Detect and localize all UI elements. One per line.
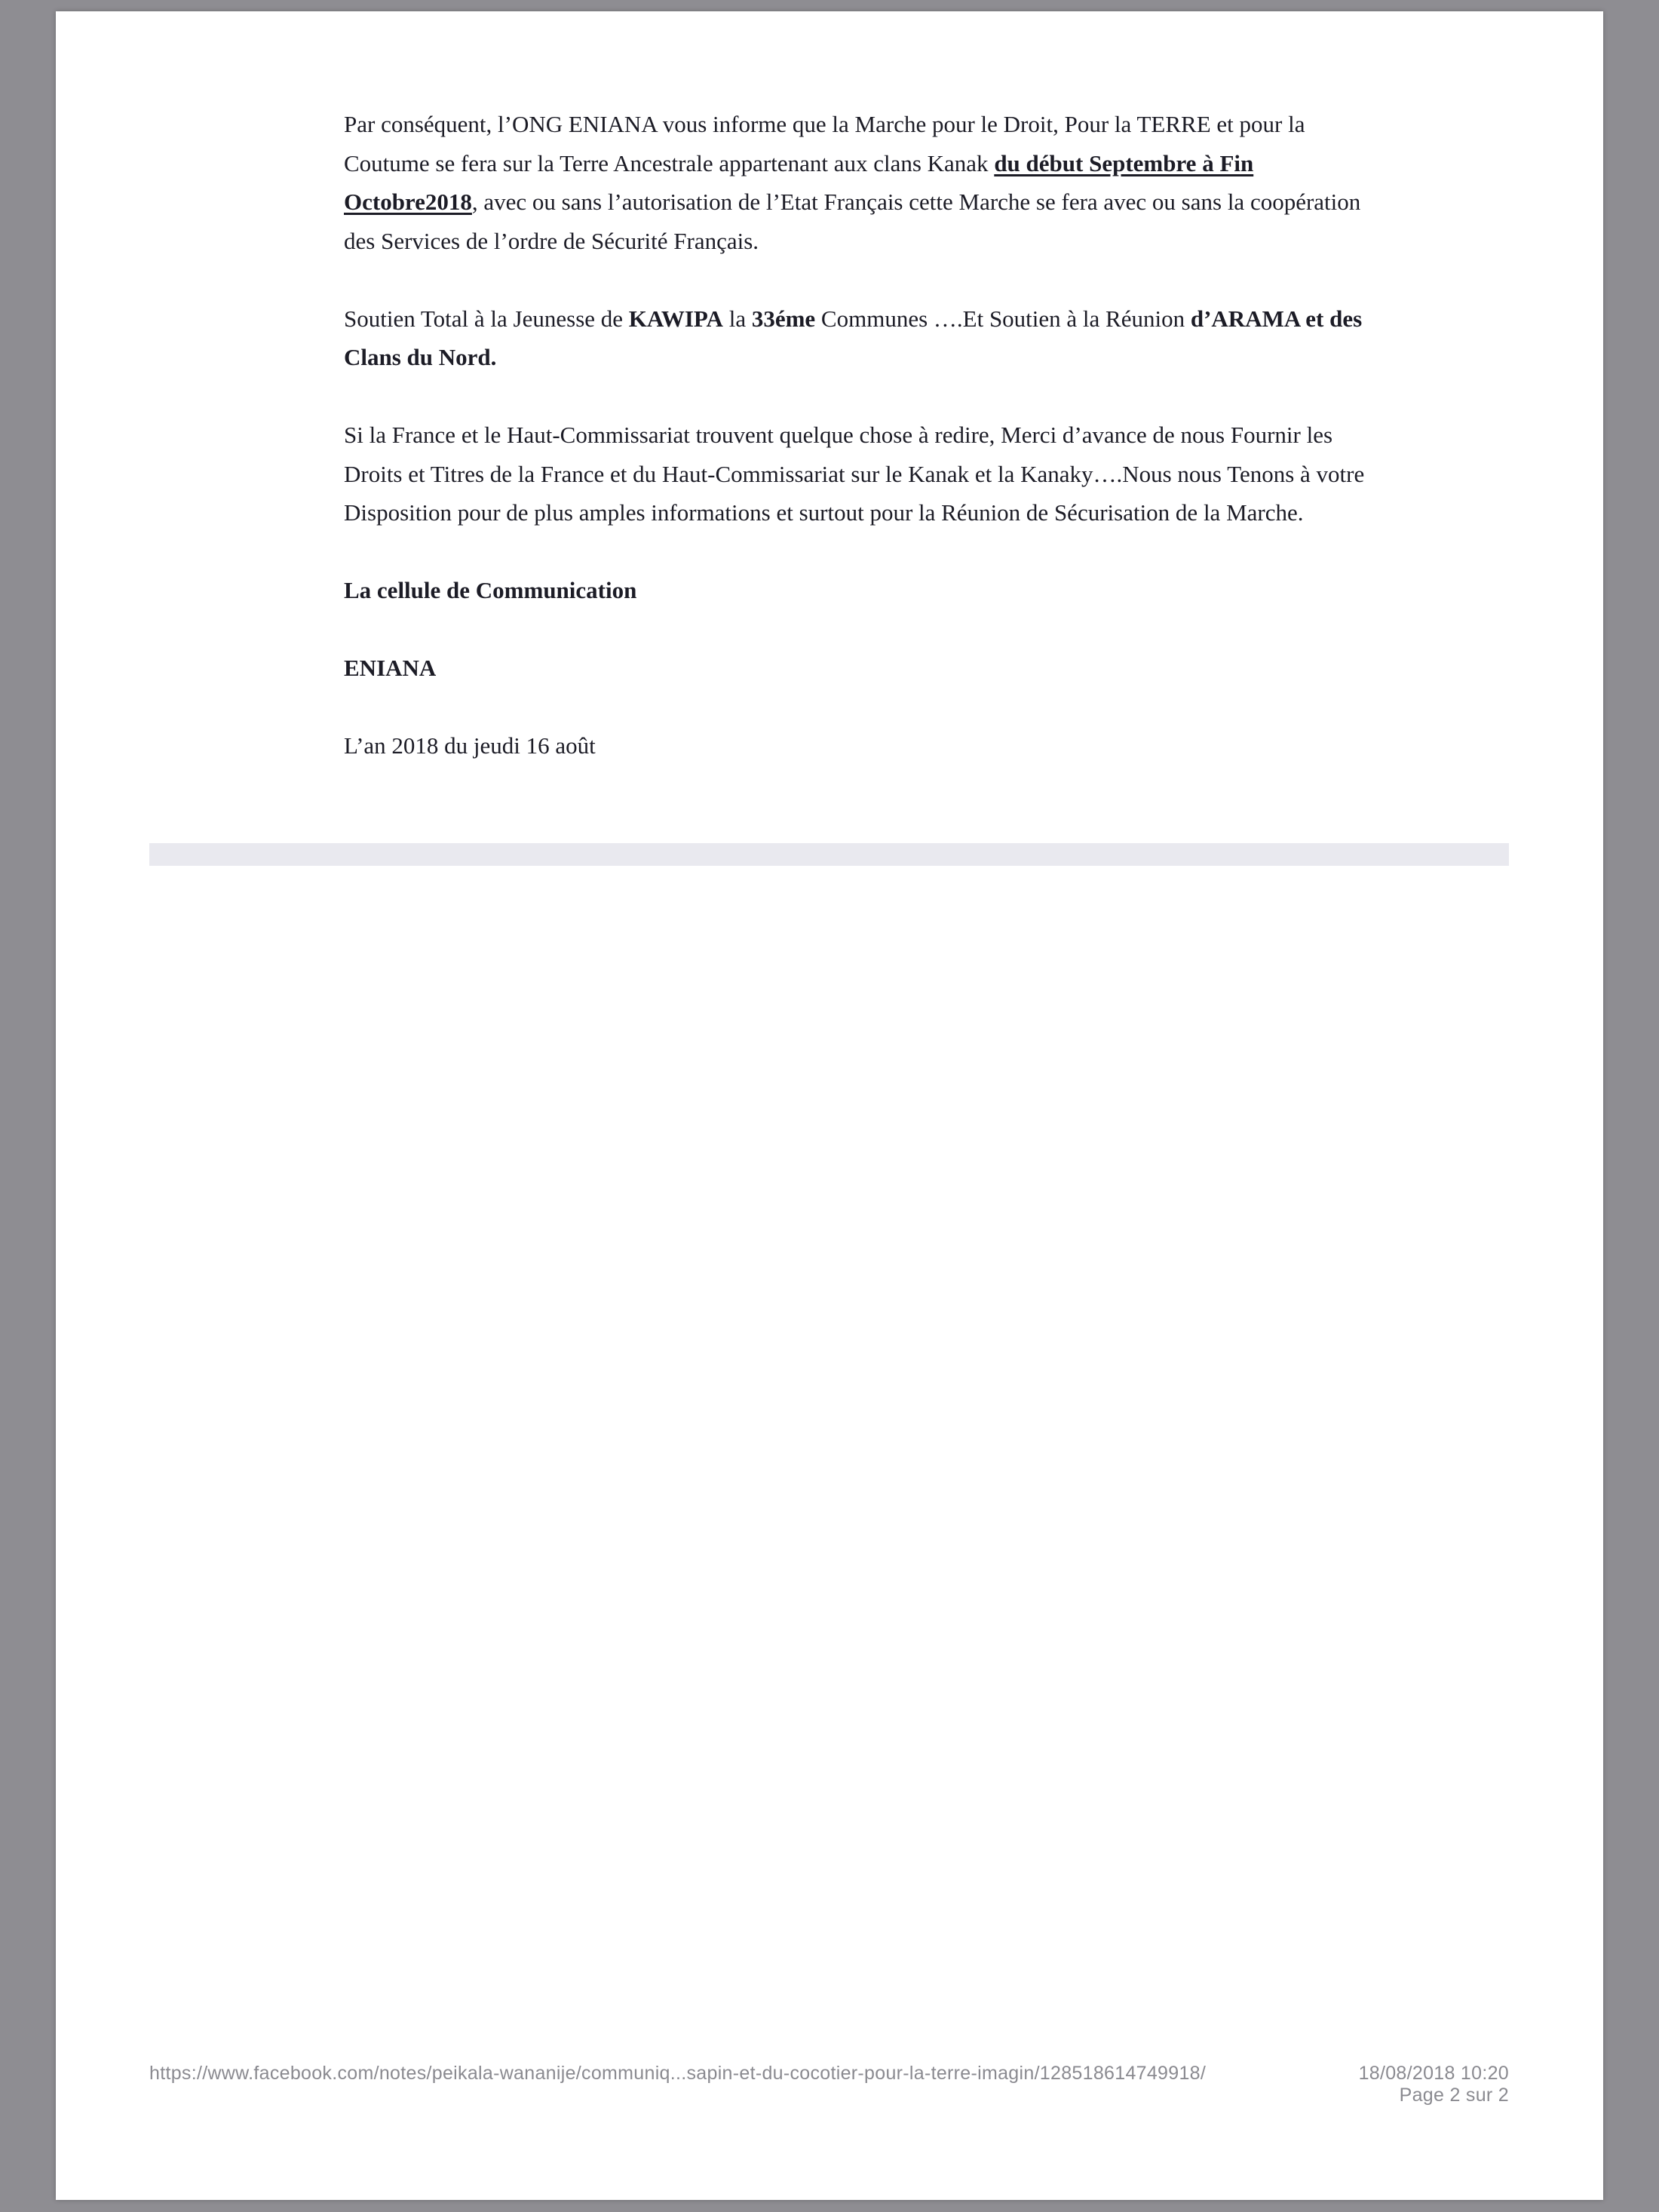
- paragraph-text: , avec ou sans l’autorisation de l’Etat Français cette Marche se fera avec ou sans la coopération des Services de l’ordre de Sécurité Français.: [344, 189, 1361, 254]
- bold-kawipa: KAWIPA: [628, 305, 723, 332]
- paragraph-text: Par conséquent, l’ONG ENIANA vous informe que la Marche pour le Droit, Pour la TERRE et pour la Coutume se fera sur la Terre Ancestrale appartenant aux clans Kanak: [344, 111, 1305, 176]
- footer-source-url[interactable]: https://www.facebook.com/notes/peikala-wananije/communiq...sapin-et-du-cocotier-pour-la-terre-imagin/128518614749918/: [149, 2063, 1207, 2084]
- date-range-emphasis: du début Septembre à Fin Octobre2018: [344, 149, 1254, 215]
- footer-page-number: Page 2 sur 2: [1399, 2085, 1509, 2106]
- document-page: [56, 11, 1603, 2200]
- organization-name: ENIANA: [344, 655, 437, 681]
- signature-line: La cellule de Communication: [344, 577, 637, 603]
- document-body: [344, 105, 1377, 804]
- document-date: L’an 2018 du jeudi 16 août: [344, 732, 596, 759]
- paragraph-request: Si la France et le Haut-Commissariat trouvent quelque chose à redire, Merci d’avance de nous Fournir les Droits et Titres de la France et du Haut-Commissariat sur le Kanak et la Kanaky….Nous nous Tenons à votre Disposition pour de plus amples informations et surtout pour la Réunion de Sécurisation de la Marche.: [344, 422, 1365, 526]
- paragraph-text: Soutien Total à la Jeunesse de: [344, 305, 629, 332]
- footer-datetime: 18/08/2018 10:20: [1358, 2063, 1509, 2084]
- bold-commune-number: 33éme: [751, 305, 816, 332]
- paragraph-text: Communes ….Et Soutien à la Réunion: [815, 305, 1191, 332]
- paragraph-text: la: [722, 305, 752, 332]
- bold-arama-clans: d’ARAMA et des Clans du Nord.: [344, 305, 1363, 370]
- paragraph-march-announcement: [344, 105, 1377, 260]
- separator-bar: [149, 843, 1509, 866]
- paragraph-support: [344, 299, 1377, 377]
- footer-meta: [1359, 2063, 1509, 2106]
